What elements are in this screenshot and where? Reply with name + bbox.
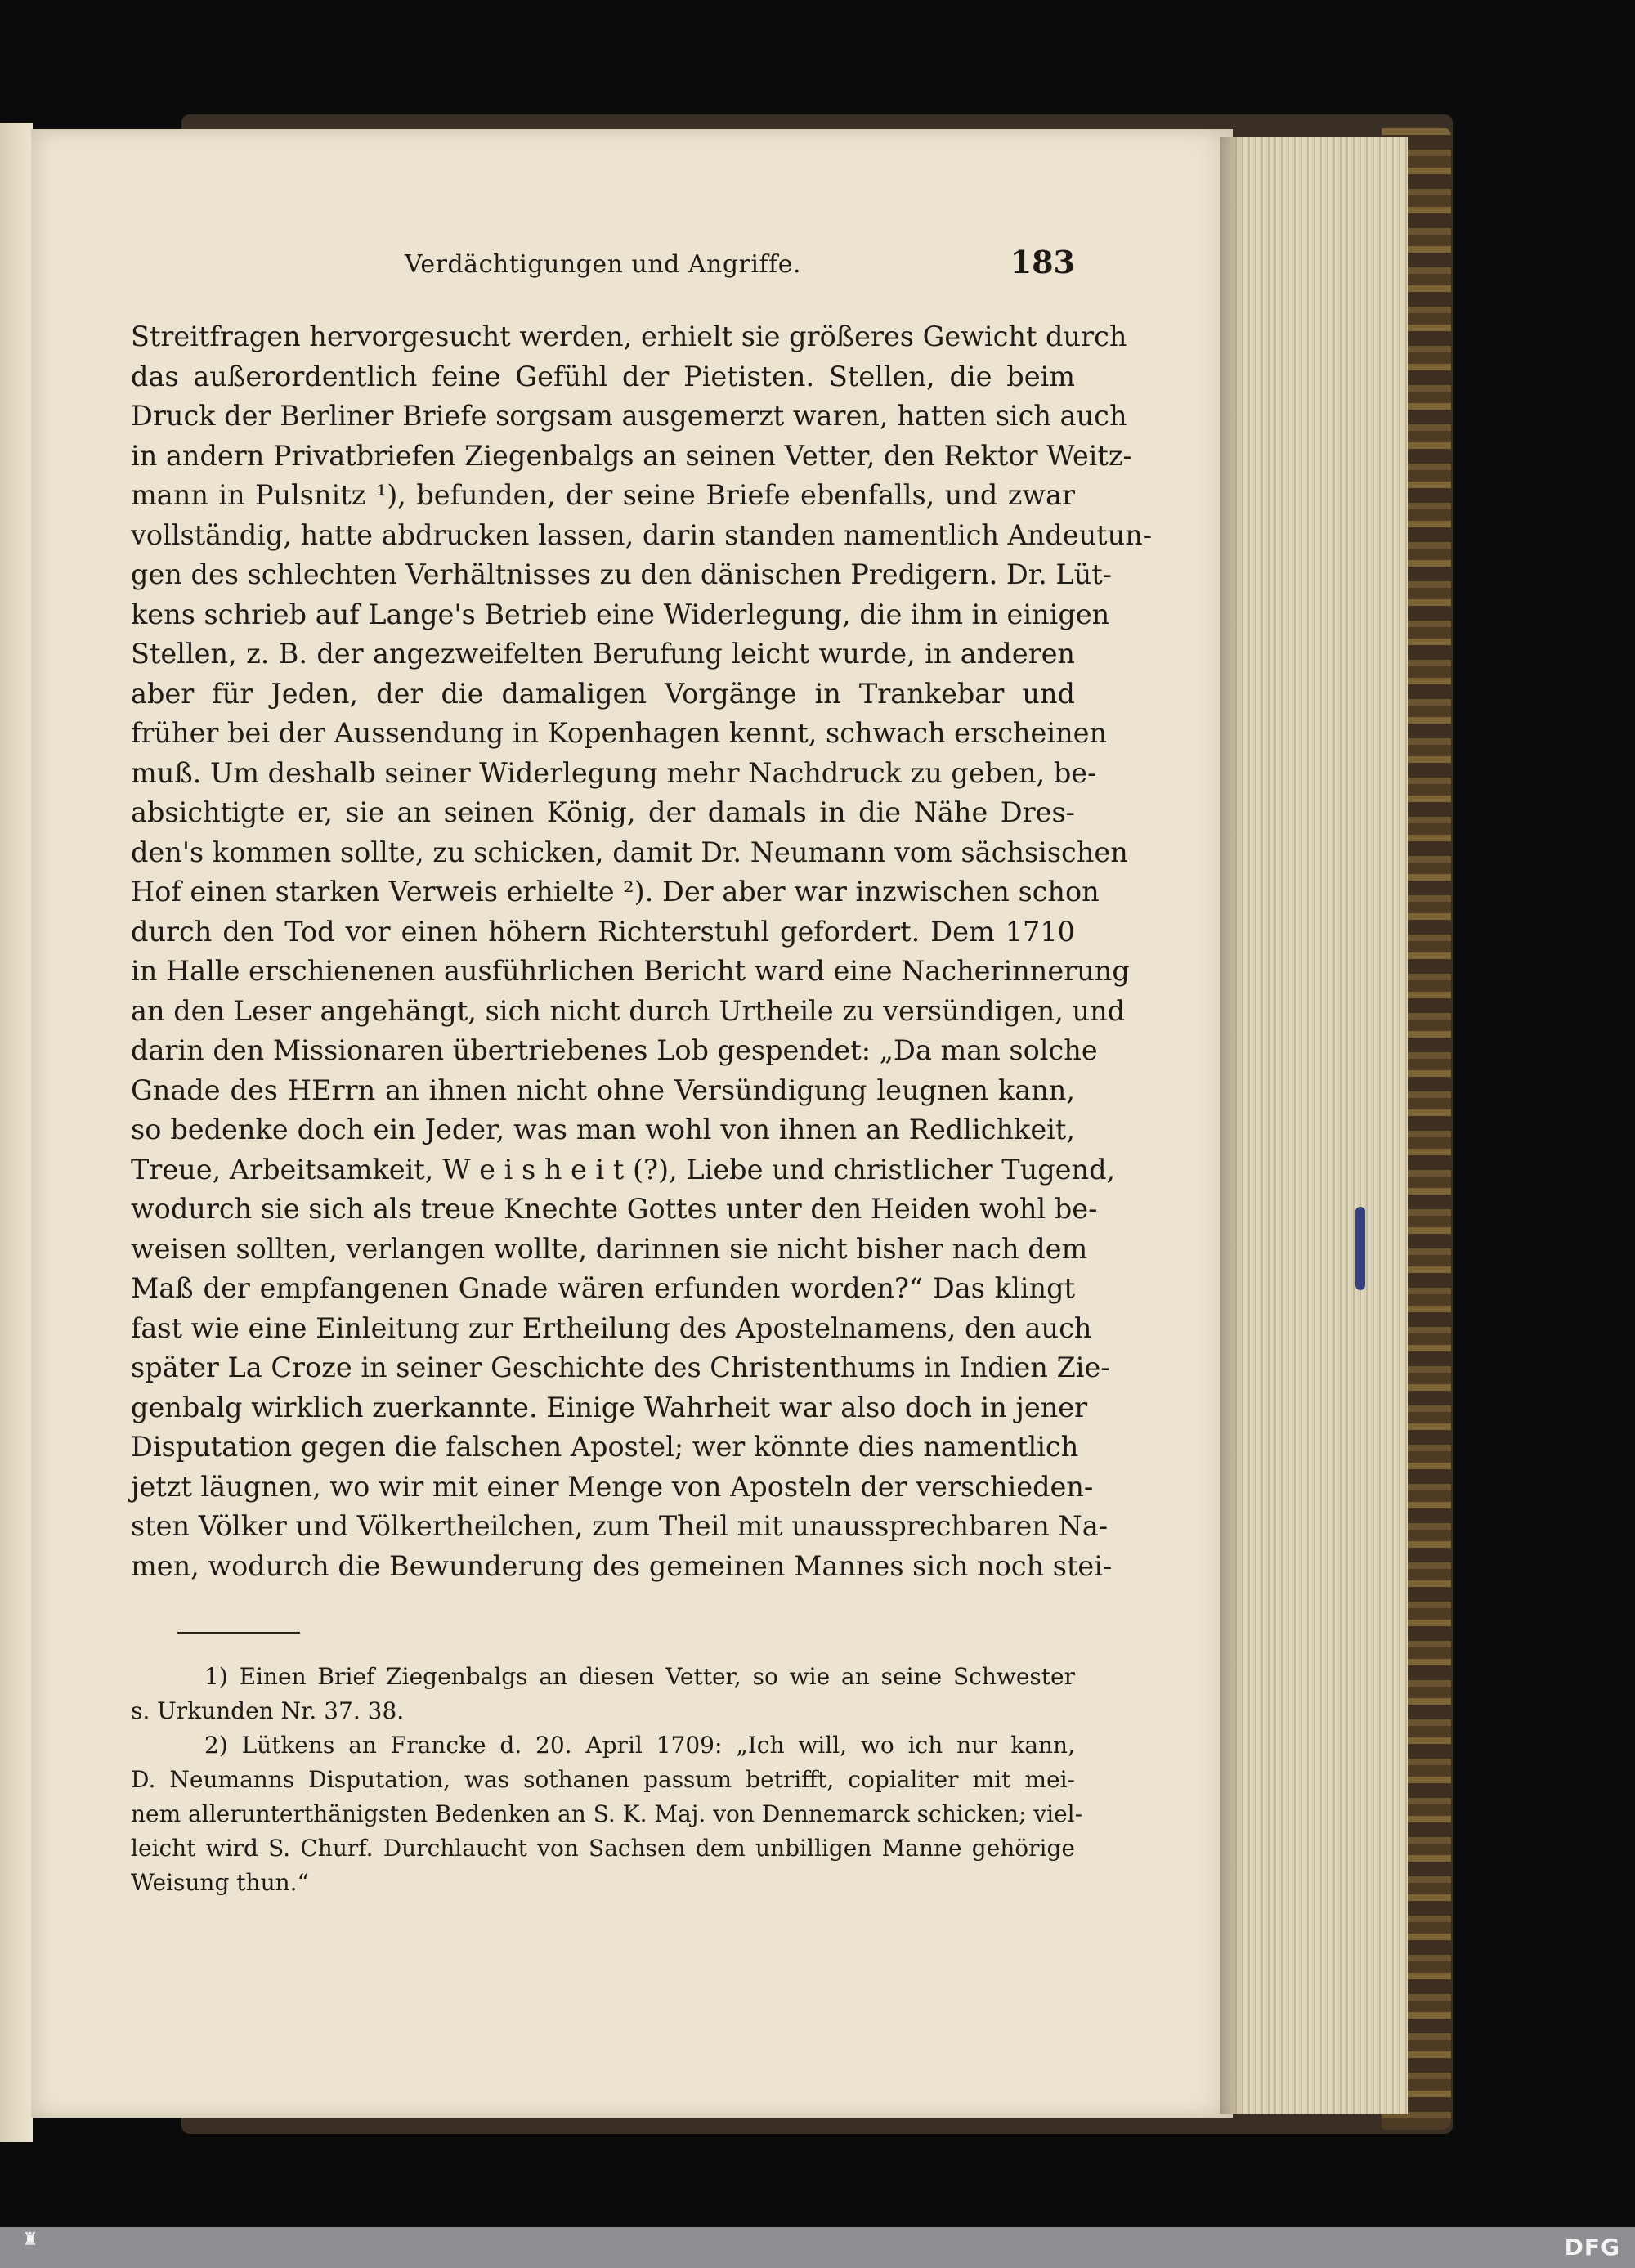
text-line: an den Leser angehängt, sich nicht durch Urtheile zu versündigen, und <box>131 994 1126 1027</box>
page-number: 183 <box>1010 244 1075 280</box>
text-line: das außerordentlich feine Gefühl der Pietisten. Stellen, die beim <box>131 360 1075 392</box>
text-line: Druck der Berliner Briefe sorgsam ausgemerzt waren, hatten sich auch <box>131 400 1127 432</box>
text-line: früher bei der Aussendung in Kopenhagen kennt, schwach erscheinen <box>131 717 1108 749</box>
footnote-line: Weisung thun.“ <box>131 1869 309 1896</box>
footnote-line: nem allerunterthänigsten Bedenken an S. K. Maj. von Dennemarck schicken; viel- <box>131 1800 1083 1827</box>
footnote-line: 1) Einen Brief Ziegenbalgs an diesen Vetter, so wie an seine Schwester <box>204 1663 1075 1690</box>
text-line: absichtigte er, sie an seinen König, der damals in die Nähe Dres- <box>131 796 1075 828</box>
text-line: vollständig, hatte abdrucken lassen, darin standen namentlich Andeutun- <box>131 518 1153 551</box>
text-line: sten Völker und Völkertheilchen, zum Theil mit unaussprechbaren Na- <box>131 1510 1109 1542</box>
text-line: mann in Pulsnitz ¹), befunden, der seine Briefe ebenfalls, und zwar <box>131 479 1075 511</box>
library-logo[interactable] <box>13 2230 47 2265</box>
text-line: Treue, Arbeitsamkeit, W e i s h e i t (?), Liebe und christlicher Tugend, <box>131 1153 1116 1186</box>
text-line: in andern Privatbriefen Ziegenbalgs an seinen Vetter, den Rektor Weitz- <box>131 439 1132 472</box>
footnote-line: D. Neumanns Disputation, was sothanen passum betrifft, copialiter mit mei- <box>131 1766 1075 1793</box>
text-line: den's kommen sollte, zu schicken, damit Dr. Neumann vom sächsischen <box>131 836 1128 868</box>
text-line: durch den Tod vor einen höhern Richterstuhl gefordert. Dem 1710 <box>131 915 1075 948</box>
text-line: wodurch sie sich als treue Knechte Gottes unter den Heiden wohl be- <box>131 1193 1098 1225</box>
dfg-logo: DFG <box>1564 2234 1620 2261</box>
text-line: fast wie eine Einleitung zur Ertheilung des Apostelnamens, den auch <box>131 1311 1092 1344</box>
bookmark-ribbon <box>1355 1207 1365 1290</box>
footnotes <box>131 1660 1083 1900</box>
running-head <box>131 244 1075 285</box>
text-line: Gnade des HErrn an ihnen nicht ohne Versündigung leugnen kann, <box>131 1073 1075 1106</box>
footnote-line: leicht wird S. Churf. Durchlaucht von Sachsen dem unbilligen Manne gehörige <box>131 1835 1075 1862</box>
text-line: aber für Jeden, der die damaligen Vorgänge in Trankebar und <box>131 677 1075 710</box>
text-line: genbalg wirklich zuerkannte. Einige Wahrheit war also doch in jener <box>131 1391 1088 1423</box>
text-line: Maß der empfangenen Gnade wären erfunden worden?“ Das klingt <box>131 1272 1075 1304</box>
footnote-line: s. Urkunden Nr. 37. 38. <box>131 1697 405 1724</box>
text-line: Disputation gegen die falschen Apostel; wer könnte dies namentlich <box>131 1431 1079 1463</box>
running-head-title: Verdächtigungen und Angriffe. <box>404 250 802 279</box>
text-line: men, wodurch die Bewunderung des gemeinen Mannes sich noch stei- <box>131 1549 1113 1582</box>
text-line: jetzt läugnen, wo wir mit einer Menge von Aposteln der verschieden- <box>131 1470 1094 1503</box>
footnote <box>131 1660 1075 1728</box>
footnote <box>131 1728 1083 1900</box>
text-line: darin den Missionaren übertriebenes Lob gespendet: „Da man solche <box>131 1034 1098 1066</box>
library-logo-icon: ♜ <box>22 2230 38 2250</box>
left-page-edge <box>0 123 33 2142</box>
text-line: Stellen, z. B. der angezweifelten Berufung leicht wurde, in anderen <box>131 638 1075 670</box>
text-line: Hof einen starken Verweis erhielte ²). Der aber war inzwischen schon <box>131 876 1100 908</box>
text-line: so bedenke doch ein Jeder, was man wohl von ihnen an Redlichkeit, <box>131 1114 1075 1145</box>
body-text <box>131 317 1153 1586</box>
footnote-rule <box>177 1632 300 1634</box>
text-line: Streitfragen hervorgesucht werden, erhielt sie größeres Gewicht durch <box>131 320 1127 352</box>
text-line: weisen sollten, verlangen wollte, darinnen sie nicht bisher nach dem <box>131 1232 1088 1265</box>
text-line: kens schrieb auf Lange's Betrieb eine Widerlegung, die ihm in einigen <box>131 598 1110 630</box>
viewer-footer-bar <box>0 2227 1635 2268</box>
footnote-line: 2) Lütkens an Francke d. 20. April 1709: „Ich will, wo ich nur kann, <box>204 1732 1075 1759</box>
text-line: muß. Um deshalb seiner Widerlegung mehr Nachdruck zu geben, be- <box>131 756 1097 789</box>
text-line: in Halle erschienenen ausführlichen Bericht ward eine Nacherinnerung <box>131 955 1130 987</box>
text-line: gen des schlechten Verhältnisses zu den dänischen Predigern. Dr. Lüt- <box>131 558 1112 590</box>
page-fore-edge <box>1226 137 1408 2114</box>
page-gutter-shadow <box>1220 137 1244 2114</box>
text-line: später La Croze in seiner Geschichte des Christenthums in Indien Zie- <box>131 1351 1110 1383</box>
